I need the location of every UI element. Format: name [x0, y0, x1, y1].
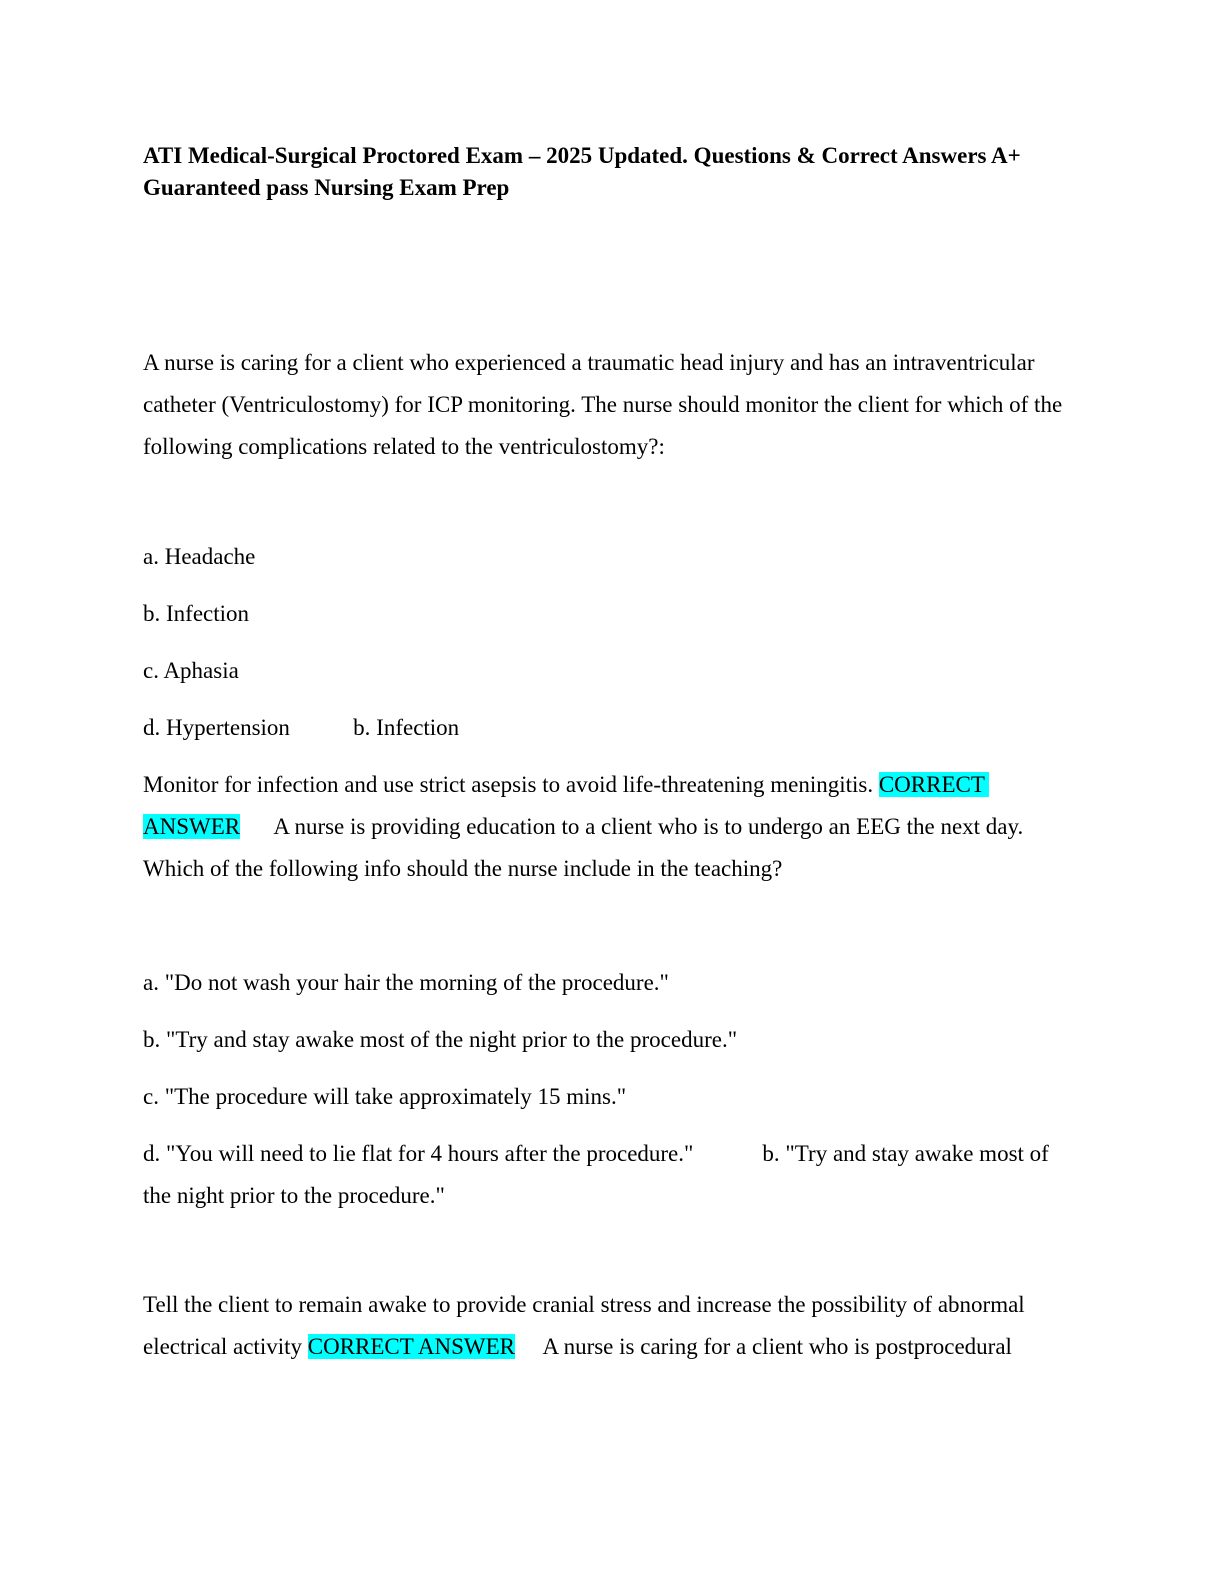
text-segment: Tell the client to remain awake to provide cranial stress and increase the possibility of abnormal electrical activity [143, 1292, 1031, 1359]
text-segment: A nurse is providing education to a client who is to undergo an EEG the next day. Which of the following info should the nurse include in the teaching? [143, 814, 1029, 881]
correct-answer-highlight: CORRECT ANSWER [143, 772, 990, 839]
answer-2-and-question-3-text [143, 1284, 1081, 1368]
answer-option-q1-a: a. Headache [143, 544, 256, 569]
question-1-text: A nurse is caring for a client who experienced a traumatic head injury and has an intraventricular catheter (Ventriculostomy) for ICP monitoring. The nurse should monitor the client for which of the following complications related to the ventriculostomy?: [143, 350, 1068, 459]
answer-option-q1-d: d. Hypertension b. Infection [143, 715, 460, 740]
question-1-options [143, 536, 1081, 749]
answer-option-q1-c: c. Aphasia [143, 658, 239, 683]
question-2-options [143, 962, 1081, 1217]
answer-option-q2-a: a. "Do not wash your hair the morning of the procedure." [143, 970, 669, 995]
correct-answer-highlight: CORRECT ANSWER [307, 1334, 515, 1359]
text-segment: A nurse is caring for a client who is postprocedural [515, 1334, 1012, 1359]
document-title: ATI Medical-Surgical Proctored Exam – 2025 Updated. Questions & Correct Answers A+ Guaranteed pass Nursing Exam Prep [143, 143, 1021, 200]
answer-option-q2-d: d. "You will need to lie flat for 4 hours after the procedure." b. "Try and stay awake most of the night prior to the procedure." [143, 1141, 1055, 1208]
answer-option-q2-b: b. "Try and stay awake most of the night prior to the procedure." [143, 1027, 738, 1052]
answer-option-q2-c: c. "The procedure will take approximately 15 mins." [143, 1084, 627, 1109]
answer-option-q1-b: b. Infection [143, 601, 250, 626]
answer-1-and-question-2-text [143, 764, 1081, 890]
text-segment: Monitor for infection and use strict asepsis to avoid life-threatening meningitis. [143, 772, 879, 797]
